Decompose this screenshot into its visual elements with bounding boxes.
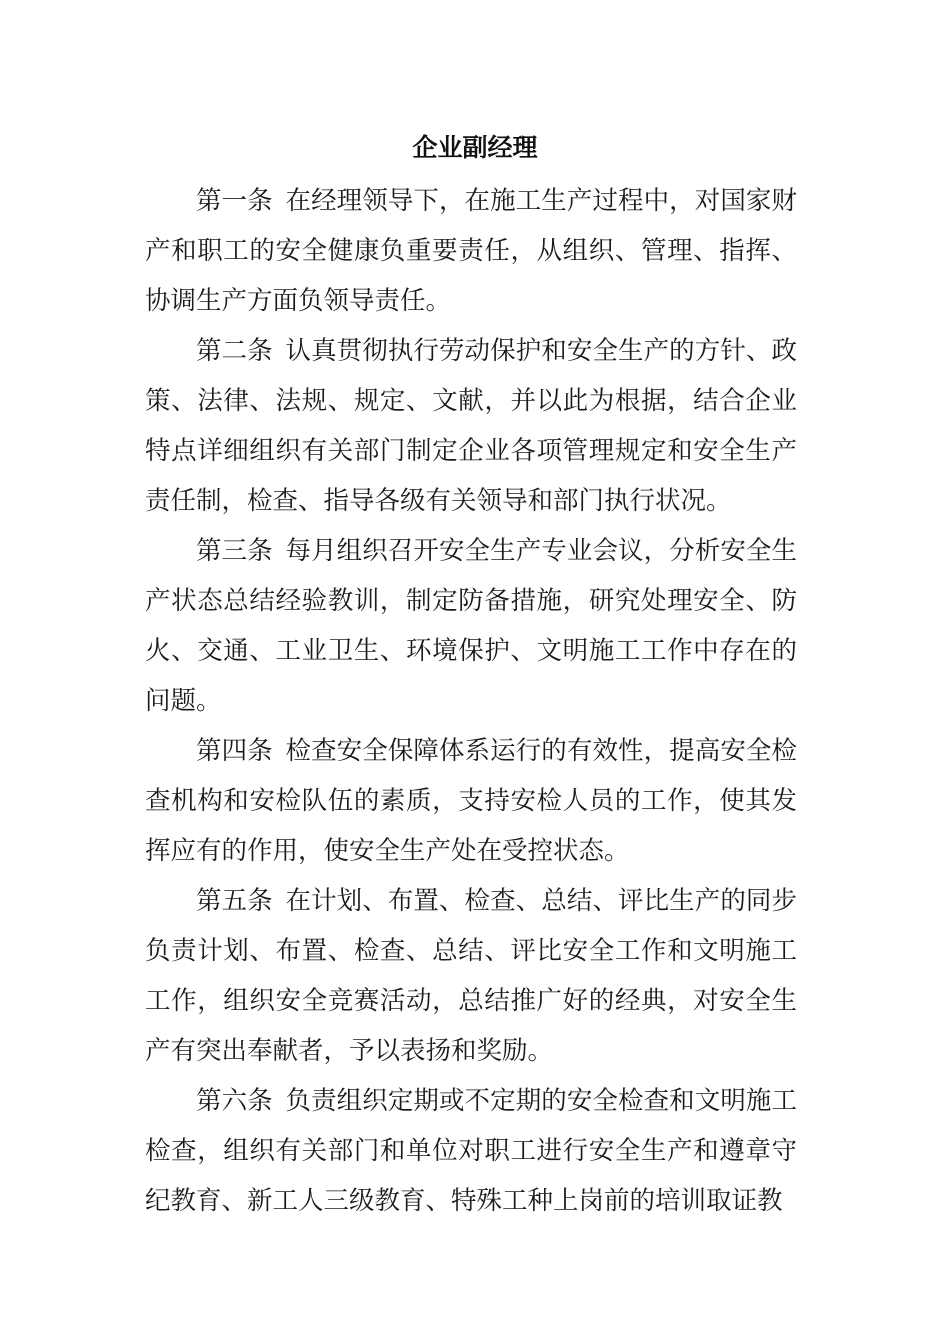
article-text: 在经理领导下，在施工生产过程中，对国家财产和职工的安全健康负重要责任，从组织、管理、指挥、协调生产方面负领导责任。 — [145, 186, 797, 316]
article-text: 检查安全保障体系运行的有效性，提高安全检查机构和安检队伍的素质，支持安检人员的工作，使其发挥应有的作用，使安全生产处在受控状态。 — [145, 736, 797, 866]
article-2 — [145, 326, 797, 526]
article-4 — [145, 726, 797, 876]
article-6 — [145, 1076, 797, 1226]
article-number: 第五条 — [196, 886, 273, 916]
article-text: 每月组织召开安全生产专业会议，分析安全生产状态总结经验教训，制定防备措施，研究处理安全、防火、交通、工业卫生、环境保护、文明施工工作中存在的问题。 — [145, 536, 797, 716]
article-number: 第三条 — [196, 536, 273, 566]
article-text: 认真贯彻执行劳动保护和安全生产的方针、政策、法律、法规、规定、文献，并以此为根据，结合企业特点详细组织有关部门制定企业各项管理规定和安全生产责任制，检查、指导各级有关领导和部门执行状况。 — [145, 336, 797, 516]
article-number: 第一条 — [196, 186, 273, 216]
article-number: 第二条 — [196, 336, 273, 366]
article-5 — [145, 876, 797, 1076]
article-number: 第六条 — [196, 1086, 273, 1116]
article-3 — [145, 526, 797, 726]
document-title: 企业副经理 — [412, 133, 538, 162]
article-text: 在计划、布置、检查、总结、评比生产的同步负责计划、布置、检查、总结、评比安全工作和文明施工工作，组织安全竞赛活动，总结推广好的经典，对安全生产有突出奉献者，予以表扬和奖励。 — [145, 886, 797, 1066]
article-number: 第四条 — [196, 736, 273, 766]
document-body — [145, 176, 797, 1226]
article-text: 负责组织定期或不定期的安全检查和文明施工检查，组织有关部门和单位对职工进行安全生产和遵章守纪教育、新工人三级教育、特殊工种上岗前的培训取证教 — [145, 1086, 797, 1216]
article-1 — [145, 176, 797, 326]
